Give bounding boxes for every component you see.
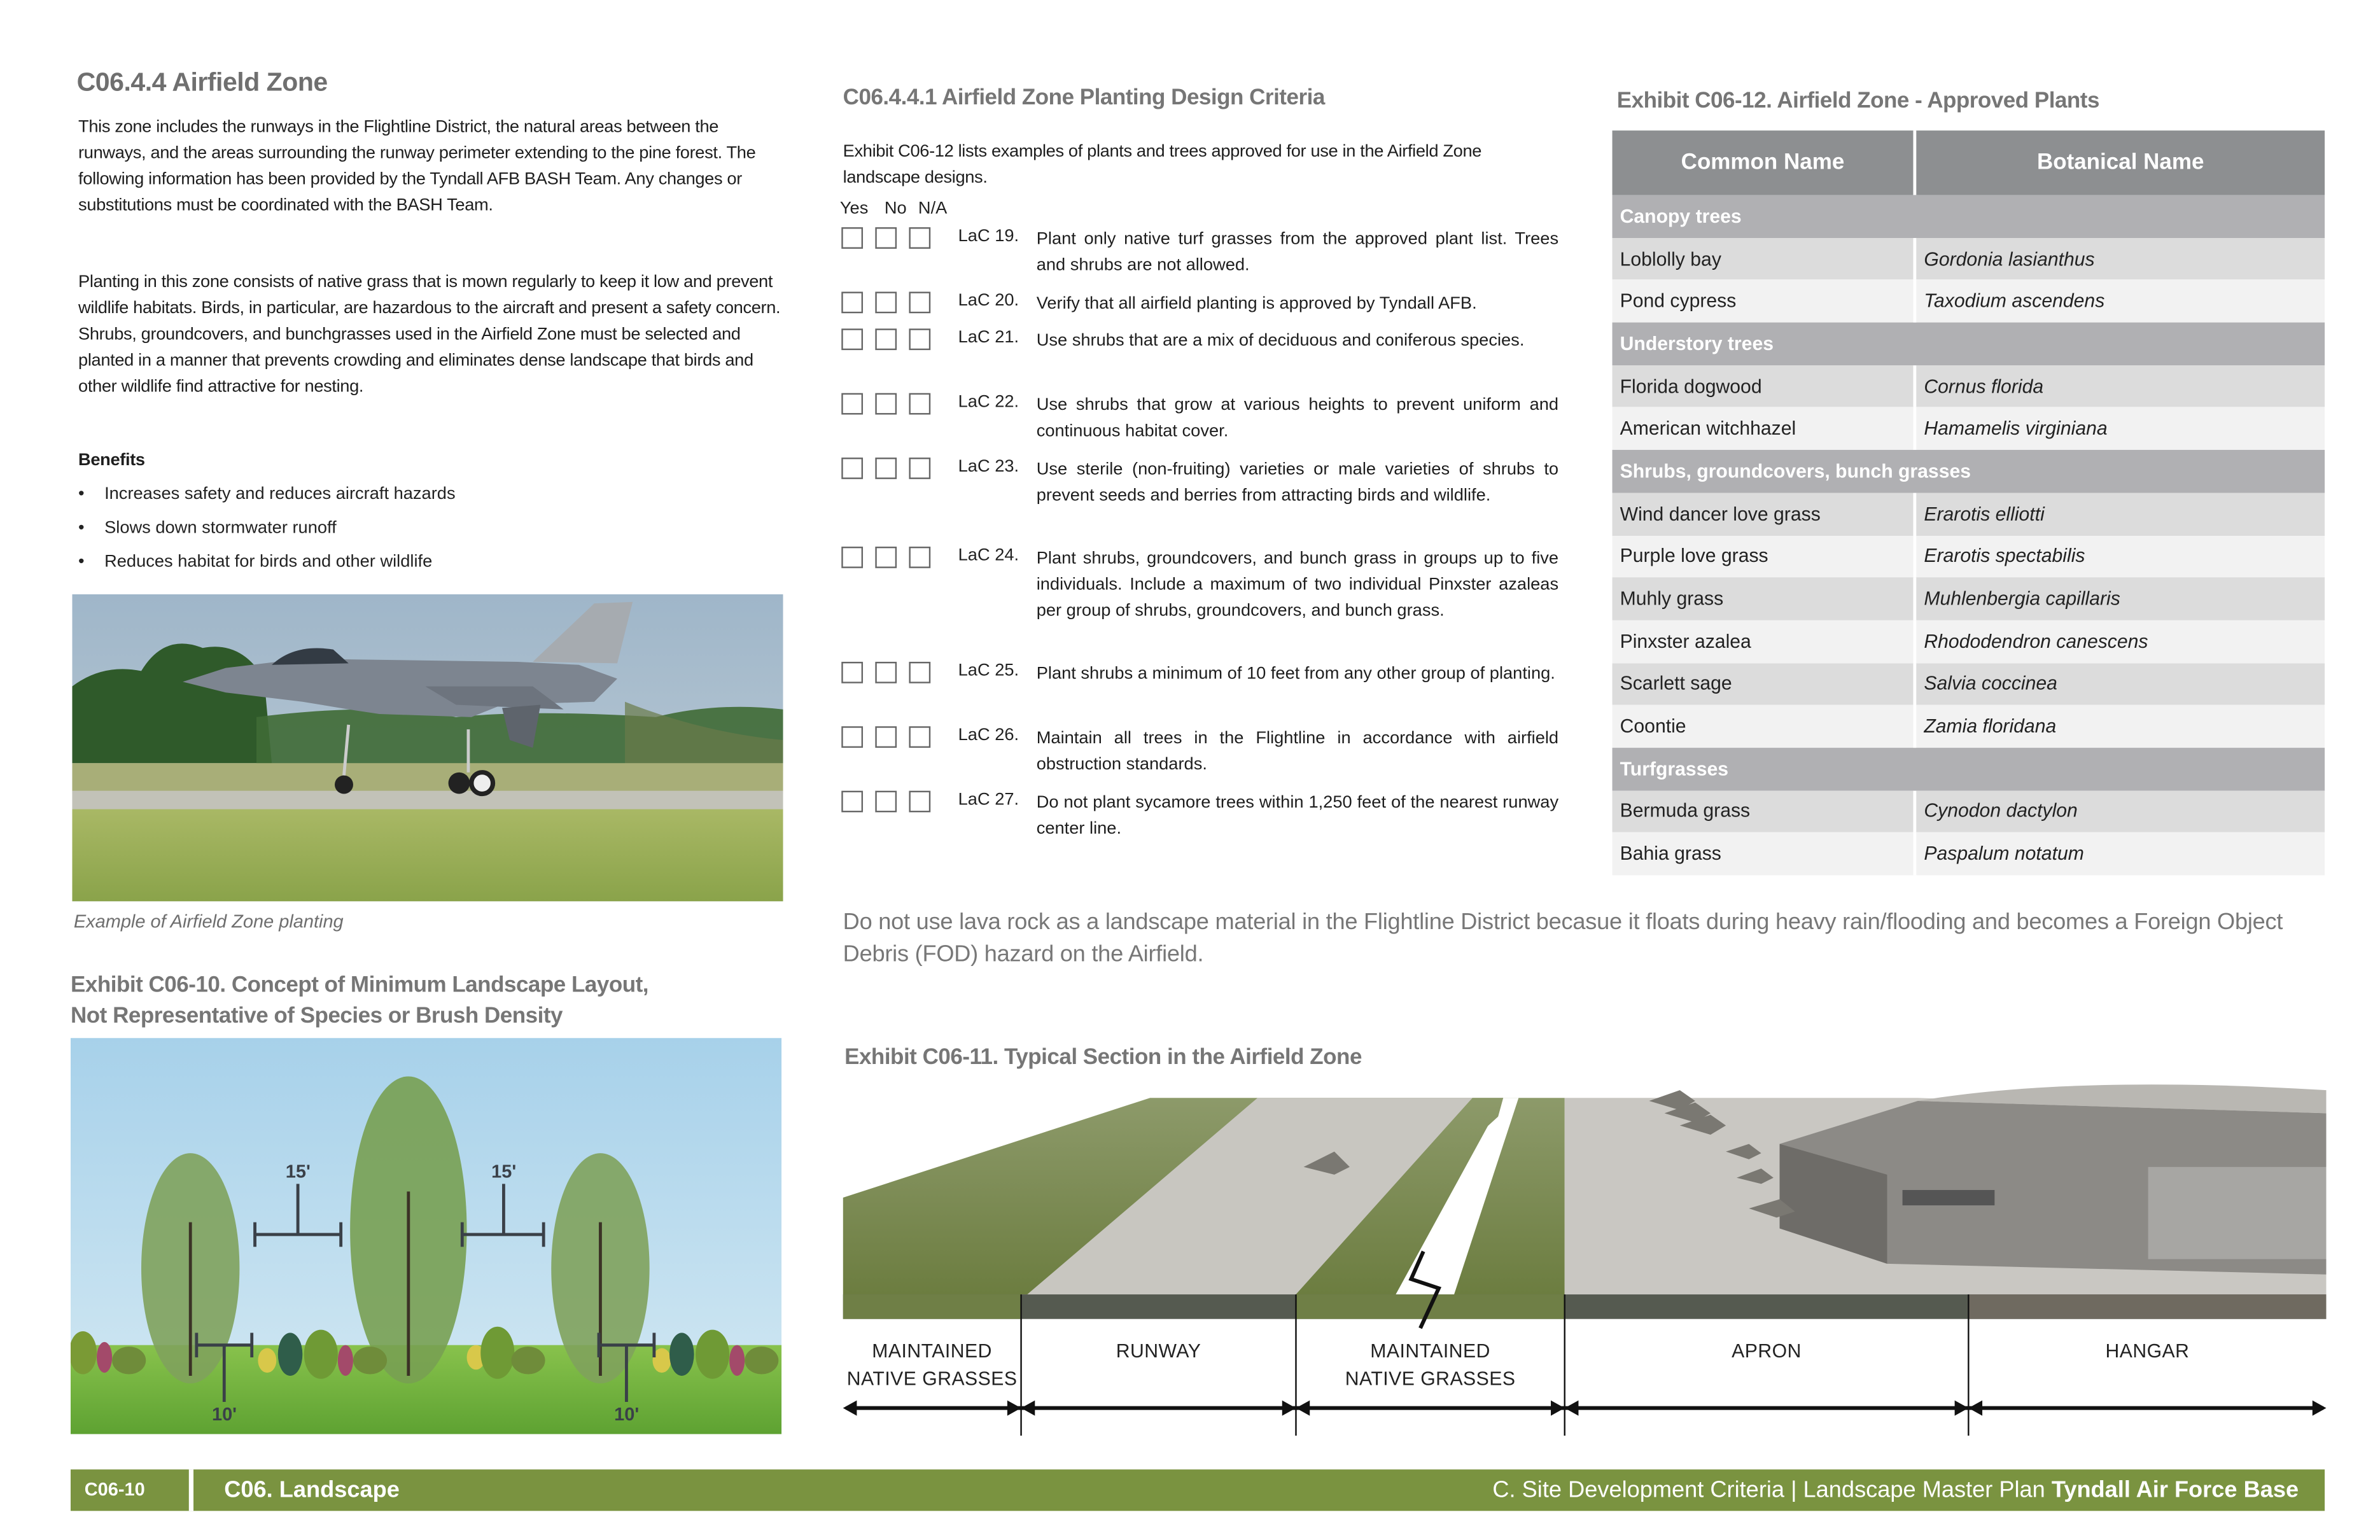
criteria-text: Use shrubs that are a mix of deciduous and coniferous species. bbox=[1036, 332, 1525, 351]
approved-plants-table bbox=[1613, 130, 2325, 875]
section-paragraph-1: This zone includes the runways in the Flightline District, the natural areas between the runways, and the areas surrounding the runway perimeter extending to the pine forest. The following information has been provided by the Tyndall AFB BASH Team. Any changes or substitutions must be coordinated with the BASH Team. bbox=[78, 118, 756, 215]
checkbox-na[interactable] bbox=[909, 791, 930, 813]
checkbox-no[interactable] bbox=[875, 227, 897, 249]
botanical-name-cell: Muhlenbergia capillaris bbox=[1915, 578, 2325, 620]
page-number: C06-10 bbox=[71, 1469, 193, 1511]
benefit-item: • Slows down stormwater runoff bbox=[78, 516, 785, 542]
common-name-cell: Coontie bbox=[1613, 705, 1915, 748]
criteria-text: Do not plant sycamore trees within 1,250 feet of the nearest runway center line. bbox=[1036, 794, 1559, 839]
dimension-label-10ft: 10' bbox=[614, 1403, 640, 1425]
botanical-name-cell: Gordonia lasianthus bbox=[1915, 237, 2325, 280]
column-header-common-name: Common Name bbox=[1613, 130, 1915, 195]
checkbox-no[interactable] bbox=[875, 662, 897, 683]
checkbox-yes[interactable] bbox=[841, 547, 863, 568]
criteria-text: Use shrubs that grow at various heights to prevent uniform and continuous habitat cover. bbox=[1036, 396, 1559, 441]
checkbox-yes[interactable] bbox=[841, 791, 863, 813]
common-name-cell: Scarlett sage bbox=[1613, 662, 1915, 705]
checkbox-group bbox=[841, 547, 942, 574]
section-zone-label: APRON bbox=[1732, 1340, 1802, 1362]
table-row bbox=[1613, 280, 2325, 323]
criteria-id: LaC 20. bbox=[958, 291, 1019, 311]
checkbox-no[interactable] bbox=[875, 791, 897, 813]
table-group-row bbox=[1613, 450, 2325, 493]
checkbox-yes[interactable] bbox=[841, 227, 863, 249]
table-row bbox=[1613, 535, 2325, 578]
group-name: Shrubs, groundcovers, bunch grasses bbox=[1613, 450, 2325, 493]
airfield-section-diagram bbox=[843, 1082, 2327, 1436]
common-name-cell: Muhly grass bbox=[1613, 578, 1915, 620]
checkbox-na[interactable] bbox=[909, 393, 930, 415]
botanical-name-cell: Cornus florida bbox=[1915, 365, 2325, 408]
criteria-text: Plant only native turf grasses from the approved plant list. Trees and shrubs are not allowed. bbox=[1036, 230, 1559, 275]
criteria-id: LaC 23. bbox=[958, 458, 1019, 476]
table-row bbox=[1613, 790, 2325, 833]
common-name-cell: American witchhazel bbox=[1613, 407, 1915, 450]
plants-table-title: Exhibit C06-12. Airfield Zone - Approved Plants bbox=[1616, 88, 2099, 114]
criteria-text: Plant shrubs, groundcovers, and bunch grass in groups up to five individuals. Include a maximum of two individual Pinxster azaleas per group of shrubs, groundcovers, and bunch grass. bbox=[1036, 549, 1559, 620]
exhibit-11-title: Exhibit C06-11. Typical Section in the Airfield Zone bbox=[844, 1046, 1362, 1070]
checkbox-na[interactable] bbox=[909, 291, 930, 313]
benefit-item: • Increases safety and reduces aircraft hazards bbox=[78, 482, 785, 508]
table-row bbox=[1613, 578, 2325, 620]
common-name-cell: Purple love grass bbox=[1613, 535, 1915, 578]
column-no-label: No bbox=[884, 199, 907, 218]
section-zone-label: MAINTAINED NATIVE GRASSES bbox=[846, 1340, 1018, 1390]
page-footer bbox=[71, 1469, 2325, 1511]
footer-breadcrumb bbox=[1492, 1469, 2299, 1511]
criteria-id: LaC 27. bbox=[958, 790, 1019, 809]
table-group-row bbox=[1613, 195, 2325, 237]
criteria-title: C06.4.4.1 Airfield Zone Planting Design Criteria bbox=[843, 86, 1325, 111]
checkbox-yes[interactable] bbox=[841, 393, 863, 415]
checkbox-yes[interactable] bbox=[841, 726, 863, 748]
botanical-name-cell: Paspalum notatum bbox=[1915, 833, 2325, 876]
checkbox-yes[interactable] bbox=[841, 328, 863, 350]
criteria-id: LaC 21. bbox=[958, 328, 1019, 347]
checkbox-na[interactable] bbox=[909, 458, 930, 479]
section-zone-label: MAINTAINED NATIVE GRASSES bbox=[1345, 1340, 1516, 1390]
org-name: Tyndall Air Force Base bbox=[2051, 1477, 2299, 1504]
table-row bbox=[1613, 237, 2325, 280]
common-name-cell: Bahia grass bbox=[1613, 833, 1915, 876]
table-row bbox=[1613, 705, 2325, 748]
lava-rock-note: Do not use lava rock as a landscape material in the Flightline District becasue it floats during heavy rain/flooding and becomes a Foreign Object Debris (FOD) hazard on the Airfield. bbox=[843, 909, 2283, 968]
checkbox-group bbox=[841, 791, 942, 818]
common-name-cell: Loblolly bay bbox=[1613, 237, 1915, 280]
table-row bbox=[1613, 493, 2325, 535]
checkbox-group bbox=[841, 328, 942, 356]
table-row bbox=[1613, 833, 2325, 876]
checkbox-yes[interactable] bbox=[841, 662, 863, 683]
airfield-jet-photo bbox=[72, 594, 783, 902]
botanical-name-cell: Hamamelis virginiana bbox=[1915, 407, 2325, 450]
common-name-cell: Pond cypress bbox=[1613, 280, 1915, 323]
checkbox-na[interactable] bbox=[909, 227, 930, 249]
criteria-id: LaC 26. bbox=[958, 726, 1019, 745]
common-name-cell: Pinxster azalea bbox=[1613, 620, 1915, 663]
column-header-botanical-name: Botanical Name bbox=[1915, 130, 2325, 195]
group-name: Understory trees bbox=[1613, 323, 2325, 365]
botanical-name-cell: Rhododendron canescens bbox=[1915, 620, 2325, 663]
checkbox-na[interactable] bbox=[909, 726, 930, 748]
checkbox-no[interactable] bbox=[875, 393, 897, 415]
botanical-name-cell: Cynodon dactylon bbox=[1915, 790, 2325, 833]
criteria-text: Verify that all airfield planting is approved by Tyndall AFB. bbox=[1036, 295, 1477, 314]
exhibit-10-title-line2: Not Representative of Species or Brush Density bbox=[70, 1004, 563, 1029]
checkbox-na[interactable] bbox=[909, 547, 930, 568]
table-row bbox=[1613, 662, 2325, 705]
chapter-title: C06. Landscape bbox=[224, 1477, 400, 1504]
section-paragraph-2: Planting in this zone consists of native grass that is mown regularly to keep it low and prevent wildlife habitats. Birds, in particular, are hazardous to the aircraft and present a safety concern. Shrubs, groundcovers, and bunchgrasses used in the Airfield Zone must be selected and planted in a manner that prevents crowding and eliminates dense landscape that birds and other wildlife find attractive for nesting. bbox=[78, 273, 781, 396]
checkbox-no[interactable] bbox=[875, 458, 897, 479]
section-zone-label: HANGAR bbox=[2105, 1340, 2190, 1362]
breadcrumb-text: C. Site Development Criteria | Landscape Master Plan bbox=[1492, 1477, 2045, 1504]
dimension-label-10ft: 10' bbox=[211, 1403, 237, 1425]
table-row bbox=[1613, 407, 2325, 450]
benefits-heading: Benefits bbox=[78, 451, 145, 470]
section-title: C06.4.4 Airfield Zone bbox=[76, 67, 328, 97]
checkbox-group bbox=[841, 458, 942, 485]
column-na-label: N/A bbox=[918, 199, 948, 218]
botanical-name-cell: Erarotis spectabilis bbox=[1915, 535, 2325, 578]
checkbox-no[interactable] bbox=[875, 291, 897, 313]
table-row bbox=[1613, 365, 2325, 408]
checkbox-yes[interactable] bbox=[841, 458, 863, 479]
section-zone-label: RUNWAY bbox=[1116, 1340, 1201, 1362]
criteria-id: LaC 25. bbox=[958, 661, 1019, 680]
dimension-label-15ft: 15' bbox=[491, 1161, 517, 1182]
checkbox-no[interactable] bbox=[875, 328, 897, 350]
tree-icon bbox=[350, 1076, 466, 1383]
group-name: Canopy trees bbox=[1613, 195, 2325, 237]
botanical-name-cell: Salvia coccinea bbox=[1915, 662, 2325, 705]
exhibit-10-title-line1: Exhibit C06-10. Concept of Minimum Landscape Layout, bbox=[70, 973, 649, 998]
common-name-cell: Florida dogwood bbox=[1613, 365, 1915, 408]
group-name: Turfgrasses bbox=[1613, 748, 2325, 790]
checkbox-no[interactable] bbox=[875, 726, 897, 748]
benefit-item: • Reduces habitat for birds and other wildlife bbox=[78, 550, 785, 576]
checkbox-group bbox=[841, 291, 942, 319]
botanical-name-cell: Erarotis elliotti bbox=[1915, 493, 2325, 535]
criteria-intro: Exhibit C06-12 lists examples of plants and trees approved for use in the Airfield Zone landscape designs. bbox=[843, 143, 1482, 188]
checkbox-no[interactable] bbox=[875, 547, 897, 568]
criteria-text: Use sterile (non-fruiting) varieties or male varieties of shrubs to prevent seeds and berries from attracting birds and wildlife. bbox=[1036, 460, 1559, 505]
landscape-layout-diagram bbox=[71, 1038, 781, 1434]
photo-caption: Example of Airfield Zone planting bbox=[73, 910, 344, 932]
common-name-cell: Bermuda grass bbox=[1613, 790, 1915, 833]
benefits-list bbox=[78, 482, 785, 584]
checkbox-na[interactable] bbox=[909, 328, 930, 350]
column-yes-label: Yes bbox=[839, 199, 869, 218]
common-name-cell: Wind dancer love grass bbox=[1613, 493, 1915, 535]
checkbox-group bbox=[841, 227, 942, 255]
checkbox-na[interactable] bbox=[909, 662, 930, 683]
checkbox-group bbox=[841, 662, 942, 689]
table-group-row bbox=[1613, 748, 2325, 790]
dimension-label-15ft: 15' bbox=[285, 1161, 311, 1182]
botanical-name-cell: Zamia floridana bbox=[1915, 705, 2325, 748]
table-row bbox=[1613, 620, 2325, 663]
checkbox-group bbox=[841, 726, 942, 753]
checkbox-group bbox=[841, 393, 942, 421]
criteria-text: Maintain all trees in the Flightline in accordance with airfield obstruction standards. bbox=[1036, 729, 1559, 774]
criteria-id: LaC 24. bbox=[958, 546, 1019, 565]
checkbox-yes[interactable] bbox=[841, 291, 863, 313]
botanical-name-cell: Taxodium ascendens bbox=[1915, 280, 2325, 323]
criteria-id: LaC 22. bbox=[958, 393, 1019, 412]
table-group-row bbox=[1613, 323, 2325, 365]
criteria-text: Plant shrubs a minimum of 10 feet from any other group of planting. bbox=[1036, 664, 1555, 683]
criteria-id: LaC 19. bbox=[958, 227, 1019, 246]
